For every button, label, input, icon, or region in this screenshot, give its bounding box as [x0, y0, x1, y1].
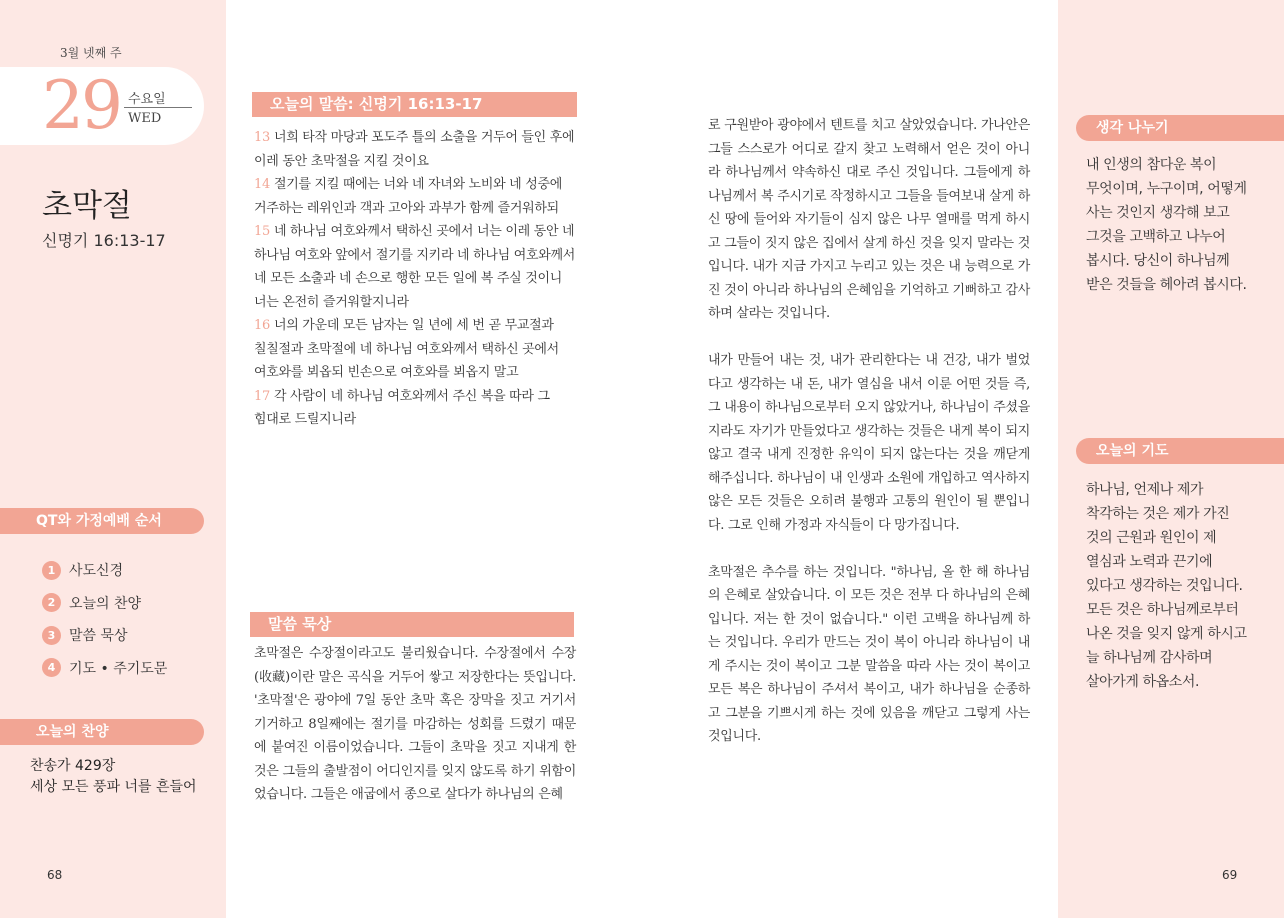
order-step	[42, 652, 167, 685]
hymn-info	[30, 756, 197, 798]
sharing-line: 받은 것들을 헤아려 봅시다.	[1086, 277, 1247, 293]
verse-number: 16	[254, 318, 270, 333]
paragraph: 초막절은 추수를 하는 것입니다. "하나님, 올 한 해 하나님의 은혜로 살았습니다. 이 모든 것은 전부 다 하나님의 은혜입니다. 저는 한 것이 없습니다." 이런 고백을 하나님께 하는 것입니다. 우리가 만드는 것이 복이 아니라 하나님이 내게 주시는 것이 복이고 그분 말씀을 따라 사는 것이 복이고 모든 복은 하나님이 주셔서 복이고, 내가 하나님을 순종하고 그분을 기쁘시게 하는 것에 있음을 깨닫고 그렇게 사는 것입니다.	[708, 564, 1030, 744]
verse-number: 17	[254, 388, 270, 404]
order-steps-list	[42, 554, 167, 684]
prayer-line: 살아가게 하옵소서.	[1086, 674, 1200, 690]
weekday-english: WED	[128, 111, 162, 126]
meditation-header: 말씀 묵상	[250, 612, 574, 637]
sharing-section-header: 생각 나누기	[1076, 115, 1284, 141]
verse-text: 각 사람이 네 하나님 여호와께서 주신 복을 따라 그 힘대로 드릴지니라	[254, 388, 550, 427]
prayer-line: 열심과 노력과 끈기에	[1086, 554, 1213, 570]
step-number-badge: 4	[42, 658, 61, 677]
page-number-left: 68	[47, 868, 63, 882]
prayer-section-header: 오늘의 기도	[1076, 438, 1284, 464]
step-number-badge: 2	[42, 593, 61, 612]
page-title: 초막절	[42, 188, 132, 224]
verse-text: 너의 가운데 모든 남자는 일 년에 세 번 곧 무교절과 칠칠절과 초막절에 네 하나님 여호와께서 택하신 곳에서 여호와를 뵈옵되 빈손으로 여호와를 뵈옵지 말고	[254, 318, 559, 380]
scripture-header: 오늘의 말씀: 신명기 16:13-17	[252, 92, 577, 117]
verse-number: 14	[254, 177, 270, 192]
paragraph: 로 구원받아 광야에서 텐트를 치고 살았었습니다. 가나안은 그들 스스로가 어디로 갈지 찾고 노력해서 얻은 것이 아니라 하나님께서 약속하신 대로 주신 것입니다. 그들에게 하나님께서 복 주시기로 작정하시고 그들을 들여보내 살게 하신 땅에 들어와 자기들이 심지 않은 나무 열매를 먹게 하시고 그들이 짓지 않은 집에서 살게 하신 것을 잊지 말라는 것입니다. 내가 지금 가지고 누리고 있는 것은 내 능력으로 가진 것이 아니라 하나님의 은혜임을 기억하고 기뻐하고 감사하며 살라는 것입니다.	[708, 118, 1030, 321]
order-section-header: QT와 가정예배 순서	[0, 508, 204, 534]
hymn-section-header: 오늘의 찬양	[0, 719, 204, 745]
step-label: 말씀 묵상	[69, 628, 128, 645]
order-step	[42, 619, 167, 652]
prayer-line: 하나님, 언제나 제가	[1086, 482, 1204, 498]
prayer-line: 늘 하나님께 감사하며	[1086, 650, 1213, 666]
verse-text: 너희 타작 마당과 포도주 틀의 소출을 거두어 들인 후에 이레 동안 초막절을 지킬 것이요	[254, 130, 575, 169]
sharing-line: 그것을 고백하고 나누어	[1086, 229, 1226, 245]
prayer-text	[1086, 478, 1256, 694]
sharing-text	[1086, 153, 1256, 297]
prayer-line: 모든 것은 하나님께로부터	[1086, 602, 1239, 618]
sharing-line: 봅시다. 당신이 하나님께	[1086, 253, 1230, 269]
meditation-text: 초막절은 수장절이라고도 불리웠습니다. 수장절에서 수장(收藏)이란 말은 곡식을 거두어 쌓고 저장한다는 뜻입니다. '초막절'은 광야에 7일 동안 초막 혹은 장막을 짓고 거기서 기거하고 8일째에는 절기를 마감하는 성회를 드렸기 때문에 붙여진 이름이었습니다. 그들이 초막을 짓고 지내게 한 것은 그들의 출발점이 어디인지를 잊지 않도록 하기 위함이었습니다. 그들은 애굽에서 종으로 살다가 하나님의 은혜	[254, 646, 576, 802]
weekday-divider	[124, 107, 192, 108]
sharing-line: 사는 것인지 생각해 보고	[1086, 205, 1230, 221]
sharing-line: 내 인생의 참다운 복이	[1086, 157, 1217, 173]
order-step	[42, 587, 167, 620]
verse	[254, 314, 576, 385]
meditation-continued	[708, 114, 1030, 772]
prayer-line: 있다고 생각하는 것입니다.	[1086, 578, 1243, 594]
page-number-right: 69	[1222, 868, 1238, 882]
hymn-title: 세상 모든 풍파 너를 흔들어	[30, 779, 197, 795]
step-number-badge: 3	[42, 626, 61, 645]
step-number-badge: 1	[42, 561, 61, 580]
order-step	[42, 554, 167, 587]
page-reference: 신명기 16:13-17	[42, 231, 166, 250]
scripture-passage	[254, 126, 576, 432]
verse	[254, 173, 576, 220]
verse	[254, 385, 576, 432]
verse-number: 13	[254, 130, 270, 145]
prayer-line: 착각하는 것은 제가 가진	[1086, 506, 1230, 522]
paragraph: 내가 만들어 내는 것, 내가 관리한다는 내 건강, 내가 벌었다고 생각하는 내 돈, 내가 열심을 내서 이룬 어떤 것들 즉, 그 내용이 하나님으로부터 오지 않았거나, 하나님이 주셨을지라도 자기가 만들었다고 생각하는 것들은 내게 복이 되지 않고 결국 내게 진정한 유익이 되지 않는다는 것을 깨닫게 해주십니다. 하나님이 내 인생과 소원에 개입하고 역사하지 않은 모든 것들은 오히려 불행과 고통의 원인이 될 뿐입니다. 그로 인해 가정과 자식들이 다 망가집니다.	[708, 353, 1030, 533]
verse-text: 네 하나님 여호와께서 택하신 곳에서 너는 이레 동안 네 하나님 여호와 앞에서 절기를 지키라 네 하나님 여호와께서 네 모든 소출과 네 손으로 행한 모든 일에 복 주실 것이니 너는 온전히 즐거워할지니라	[254, 224, 576, 310]
day-number: 29	[42, 67, 120, 144]
verse	[254, 220, 576, 314]
step-label: 오늘의 찬양	[69, 595, 142, 612]
verse-number: 15	[254, 224, 270, 239]
weekday-korean: 수요일	[128, 92, 166, 107]
prayer-line: 것의 근원과 원인이 제	[1086, 530, 1217, 546]
step-label: 사도신경	[69, 563, 124, 580]
sharing-line: 무엇이며, 누구이며, 어떻게	[1086, 181, 1247, 197]
hymn-number: 찬송가 429장	[30, 758, 116, 774]
prayer-line: 나온 것을 잊지 않게 하시고	[1086, 626, 1247, 642]
verse-text: 절기를 지킬 때에는 너와 네 자녀와 노비와 네 성중에 거주하는 레위인과 객과 고아와 과부가 함께 즐거워하되	[254, 177, 563, 216]
verse	[254, 126, 576, 173]
step-label: 기도 • 주기도문	[69, 660, 168, 677]
week-label: 3월 넷째 주	[60, 46, 122, 60]
